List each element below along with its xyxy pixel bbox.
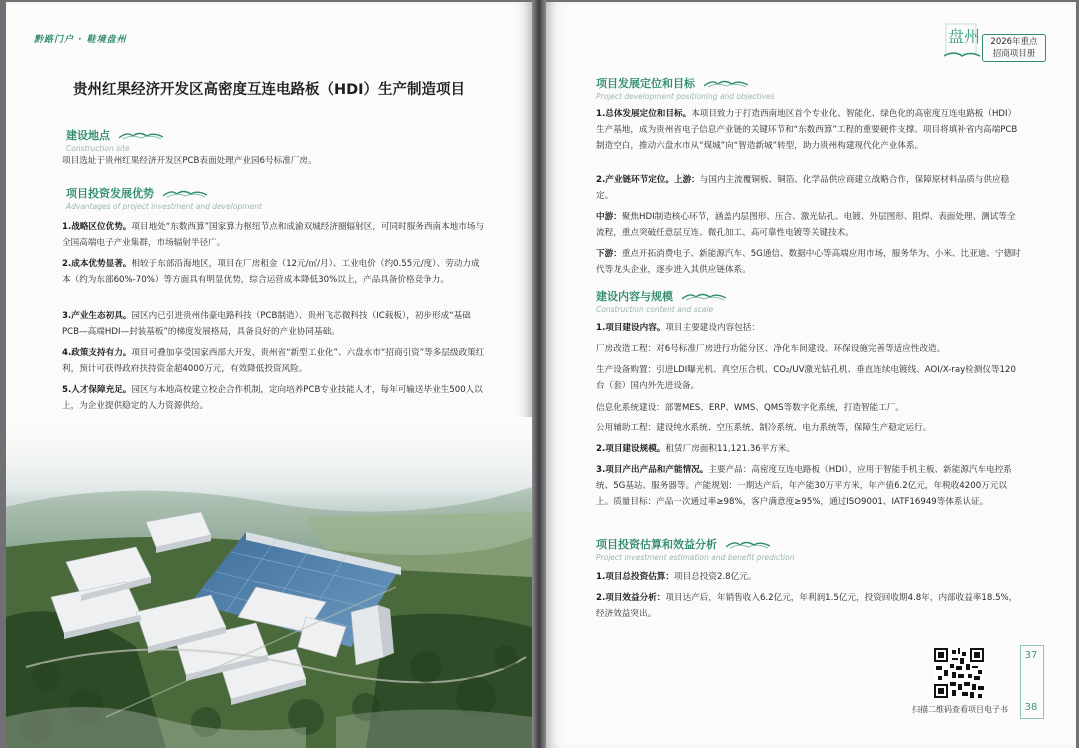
site-heading-en: Construction site [66,144,130,153]
positioning-item-4: 下游：重点开拓消费电子、新能源汽车、5G通信、数据中心等高端应用市场，服务华为、小米、比亚迪、宁德时代等龙头企业，逐步进入其供应链体系。 [596,249,1021,276]
mountain-wave-icon [119,130,163,140]
year-badge: 2026年重点 招商项目册 [982,34,1046,62]
left-page [6,2,532,748]
investment-item-2: 2.项目效益分析：项目达产后，年销售收入6.2亿元，年利润1.5亿元，投资回收期4.8年，内部收益率18.5%，经济效益突出。 [596,593,1018,620]
qr-caption: 扫描二维码查看项目电子书 [912,705,1008,714]
construction-item-4: 信息化系统建设：部署MES、ERP、WMS、QMS等数字化系统，打造智能工厂。 [596,403,904,413]
advantages-heading: 项目投资发展优势 [66,187,154,200]
svg-text:盘州: 盘州 [948,27,981,46]
construction-item-3: 生产设备购置：引进LDI曝光机、真空压合机、CO₂/UV激光钻孔机、垂直连续电镀线、AOI/X-ray检测仪等120台（套）国内外先进设备。 [596,365,1016,392]
mountain-wave-icon [704,78,748,88]
project-title: 贵州红果经济开发区高密度互连电路板（HDI）生产制造项目 [72,82,466,98]
site-text: 项目选址于贵州红果经济开发区PCB表面处理产业园6号标准厂房。 [62,156,317,166]
site-heading: 建设地点 [66,129,110,142]
positioning-item-3: 中游：聚焦HDI制造核心环节，涵盖内层图形、压合、激光钻孔、电镀、外层图形、阻焊、表面处理、测试等全流程，重点突破任意层互连、微孔加工、高可靠性电镀等关键技术。 [596,212,1016,239]
site-heading-block [66,124,163,153]
mountain-wave-icon [163,188,207,198]
advantages-heading-en: Advantages of project investment and development [66,202,262,211]
slogan: 黔路门户 · 鞋境盘州 [34,35,127,45]
construction-heading: 建设内容与规模 [596,290,673,303]
construction-item-6: 2.项目建设规模。租赁厂房面积11,121.36平方米。 [596,444,796,454]
investment-item-1: 1.项目总投资估算：项目总投资2.8亿元。 [596,572,757,582]
advantage-item-1: 1.战略区位优势。项目地处“东数西算”国家算力枢纽节点和成渝双城经济圈辐射区，可同时服务西南本地市场与全国高端电子产业集群，市场辐射半径广。 [62,222,485,249]
mountain-wave-icon [726,539,770,549]
investment-heading-block [596,533,794,562]
qr-code-icon[interactable] [934,648,984,698]
investment-heading-en: Project investment estimation and benefit prediction [596,553,795,562]
construction-item-1: 1.项目建设内容。项目主要建设内容包括： [596,323,760,333]
positioning-heading-en: Project development positioning and objectives [596,92,775,101]
page-number-right: 38 [1024,702,1038,713]
construction-heading-block [596,285,726,314]
page-number-left: 37 [1024,650,1038,661]
construction-item-7: 3.项目产出产品和产能情况。主要产品：高密度互连电路板（HDI），应用于智能手机主板、新能源汽车电控系统、5G基站、服务器等。产能规划：一期达产后，年产能30万平方米，年产值6.2亿元，年税收4200万元以上。质量目标：产品一次通过率≥98%，客户满意度≥95%，通过ISO9001、IATF16949等体系认证。 [596,465,1012,508]
positioning-item-1: 1.总体发展定位和目标。本项目致力于打造西南地区首个专业化、智能化、绿色化的高密度互连电路板（HDI）生产基地，成为贵州省电子信息产业链的关键环节和“东数西算”工程的重要硬件支撑。项目将填补省内高端PCB制造空白，推动六盘水市从“煤城”向“智造新城”转型，助力贵州构建现代化产业体系。 [596,109,1018,152]
construction-heading-en: Construction content and scale [596,305,714,314]
positioning-item-2: 2.产业链环节定位。上游：与国内主流覆铜板、铜箔、化学品供应商建立战略合作，保障原材料品质与供应稳定。 [596,175,1010,202]
positioning-heading: 项目发展定位和目标 [596,77,695,90]
factory-aerial-image [6,417,532,748]
advantage-item-5: 5.人才保障充足。园区与本地高校建立校企合作机制，定向培养PCB专业技能人才，每年可输送毕业生500人以上，为企业提供稳定的人力资源供给。 [62,385,483,412]
advantage-item-2: 2.成本优势显著。相较于东部沿海地区，项目在厂房租金（12元/㎡/月）、工业电价（约0.55元/度）、劳动力成本（约为东部60%-70%）等方面具有明显优势，综合运营成本降低30%以上，产品具备价格竞争力。 [62,259,480,286]
construction-item-2: 厂房改造工程：对6号标准厂房进行功能分区、净化车间建设、环保设施完善等适应性改造。 [596,344,946,354]
construction-item-5: 公用辅助工程：建设纯水系统、空压系统、制冷系统、电力系统等，保障生产稳定运行。 [596,423,932,433]
book-spine [532,0,546,748]
mountain-wave-icon [682,291,726,301]
investment-heading: 项目投资估算和效益分析 [596,538,717,551]
advantages-heading-block [66,182,262,211]
advantage-item-4: 4.政策支持有力。项目可叠加享受国家西部大开发、贵州省“新型工业化”、六盘水市“招商引资”等多层级政策红利，预计可获得政府扶持资金超4000万元，有效降低投资风险。 [62,348,485,375]
advantage-item-3: 3.产业生态初具。园区内已引进贵州伟豪电路科技（PCB制造）、贵州飞芯微科技（IC载板），初步形成“基础PCB—高端HDI—封装基板”的梯度发展格局，具备良好的产业协同基础。 [62,311,471,338]
positioning-heading-block [596,72,775,101]
